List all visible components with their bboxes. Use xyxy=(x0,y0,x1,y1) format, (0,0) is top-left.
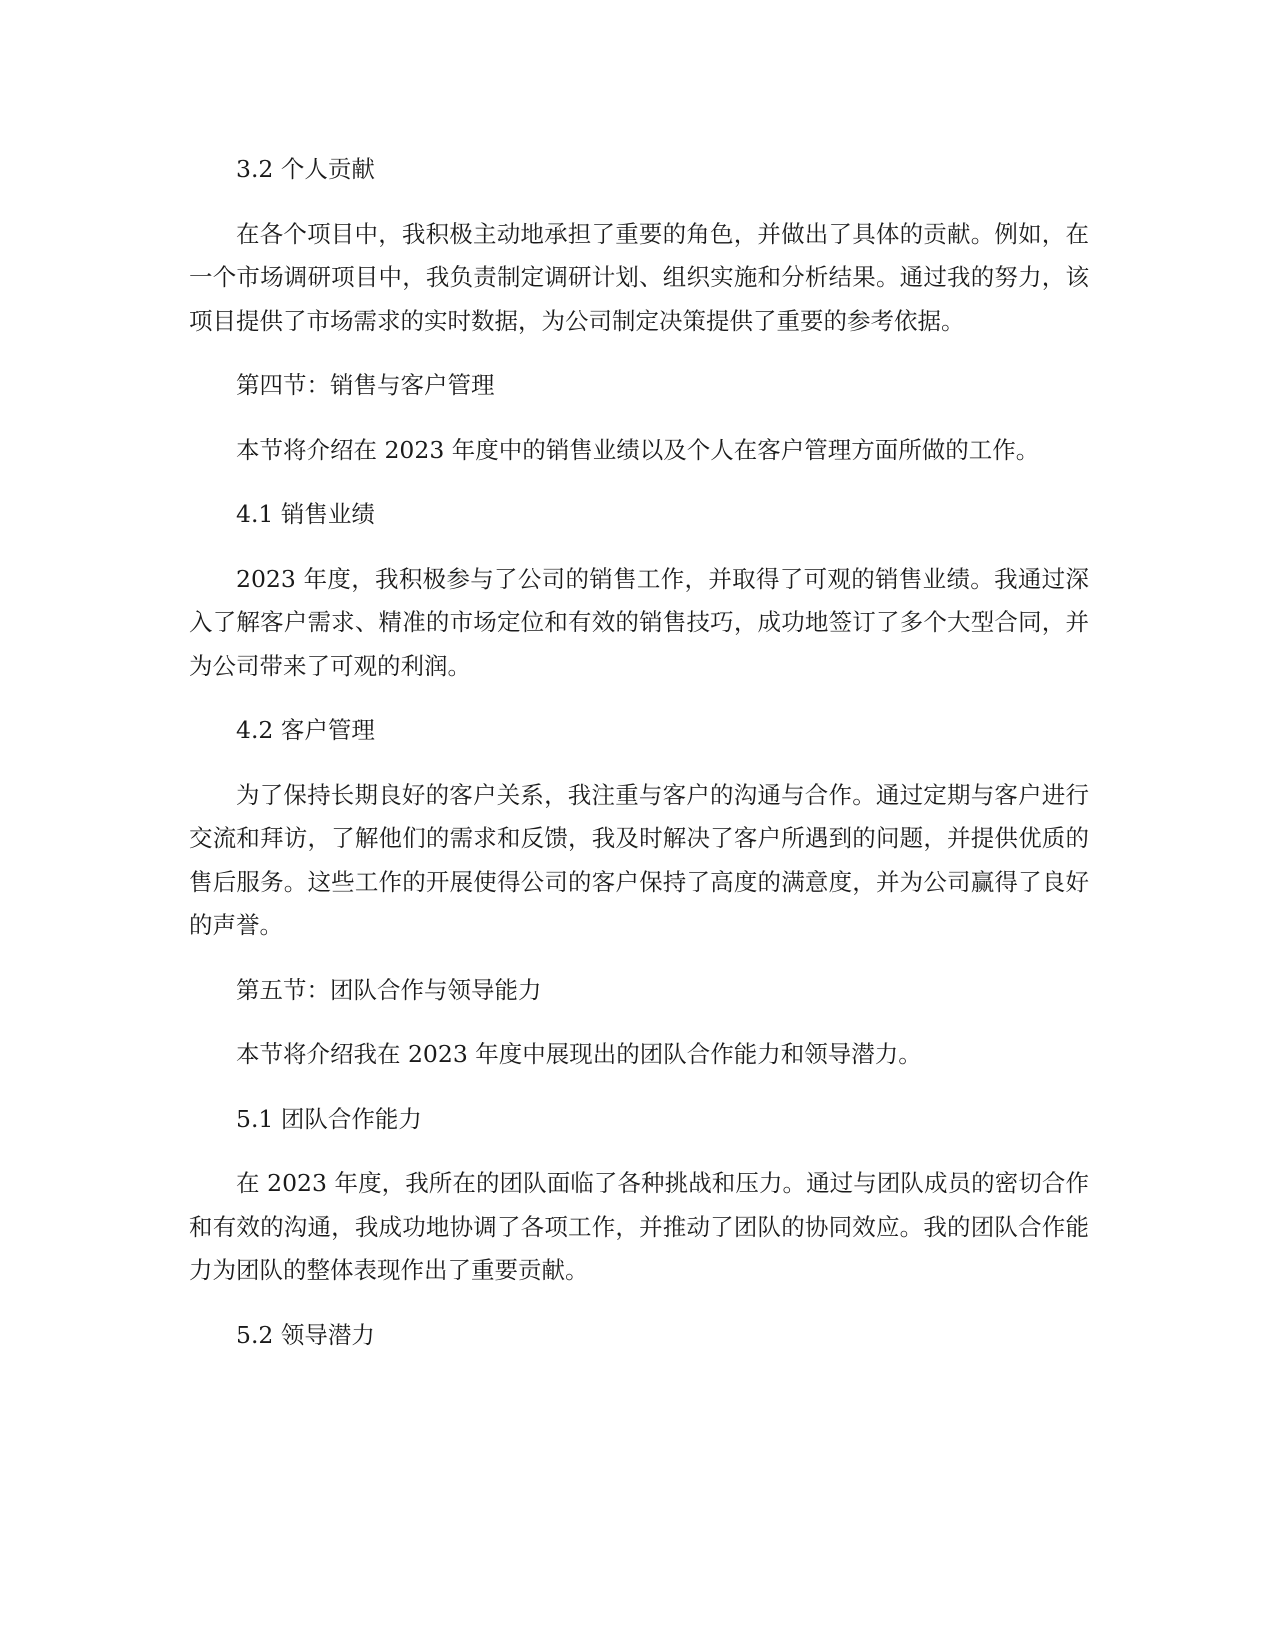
section-heading-4-1: 4.1 销售业绩 xyxy=(236,500,375,528)
paragraph-customer-management: 为了保持长期良好的客户关系，我注重与客户的沟通与合作。通过定期与客户进行交流和拜访，了解他们的需求和反馈，我及时解决了客户所遇到的问题，并提供优质的售后服务。这些工作的开展使得公司的客户保持了高度的满意度，并为公司赢得了良好的声誉。 xyxy=(189,780,1089,939)
section-heading-5-1: 5.1 团队合作能力 xyxy=(236,1104,422,1133)
paragraph-teamwork: 在 2023 年度，我所在的团队面临了各种挑战和压力。通过与团队成员的密切合作和有效的沟通，我成功地协调了各项工作，并推动了团队的协同效应。我的团队合作能力为团队的整体表现作出了重要贡献。 xyxy=(189,1169,1089,1284)
document-body xyxy=(189,148,1089,1378)
section-heading-4-2: 4.2 客户管理 xyxy=(236,716,375,744)
section-heading-5-2: 5.2 领导潜力 xyxy=(236,1320,375,1349)
section-heading-3-2: 3.2 个人贡献 xyxy=(236,155,375,183)
paragraph-sales-performance: 2023 年度，我积极参与了公司的销售工作，并取得了可观的销售业绩。我通过深入了解客户需求、精准的市场定位和有效的销售技巧，成功地签订了多个大型合同，并为公司带来了可观的利润。 xyxy=(189,564,1089,680)
section-heading-5: 第五节：团队合作与领导能力 xyxy=(236,975,542,1004)
paragraph-section-5-intro: 本节将介绍我在 2023 年度中展现出的团队合作能力和领导潜力。 xyxy=(236,1040,922,1068)
section-heading-4: 第四节：销售与客户管理 xyxy=(236,371,495,399)
paragraph-personal-contribution: 在各个项目中，我积极主动地承担了重要的角色，并做出了具体的贡献。例如，在一个市场调研项目中，我负责制定调研计划、组织实施和分析结果。通过我的努力，该项目提供了市场需求的实时数据，为公司制定决策提供了重要的参考依据。 xyxy=(189,219,1089,335)
paragraph-section-4-intro: 本节将介绍在 2023 年度中的销售业绩以及个人在客户管理方面所做的工作。 xyxy=(236,435,1040,464)
